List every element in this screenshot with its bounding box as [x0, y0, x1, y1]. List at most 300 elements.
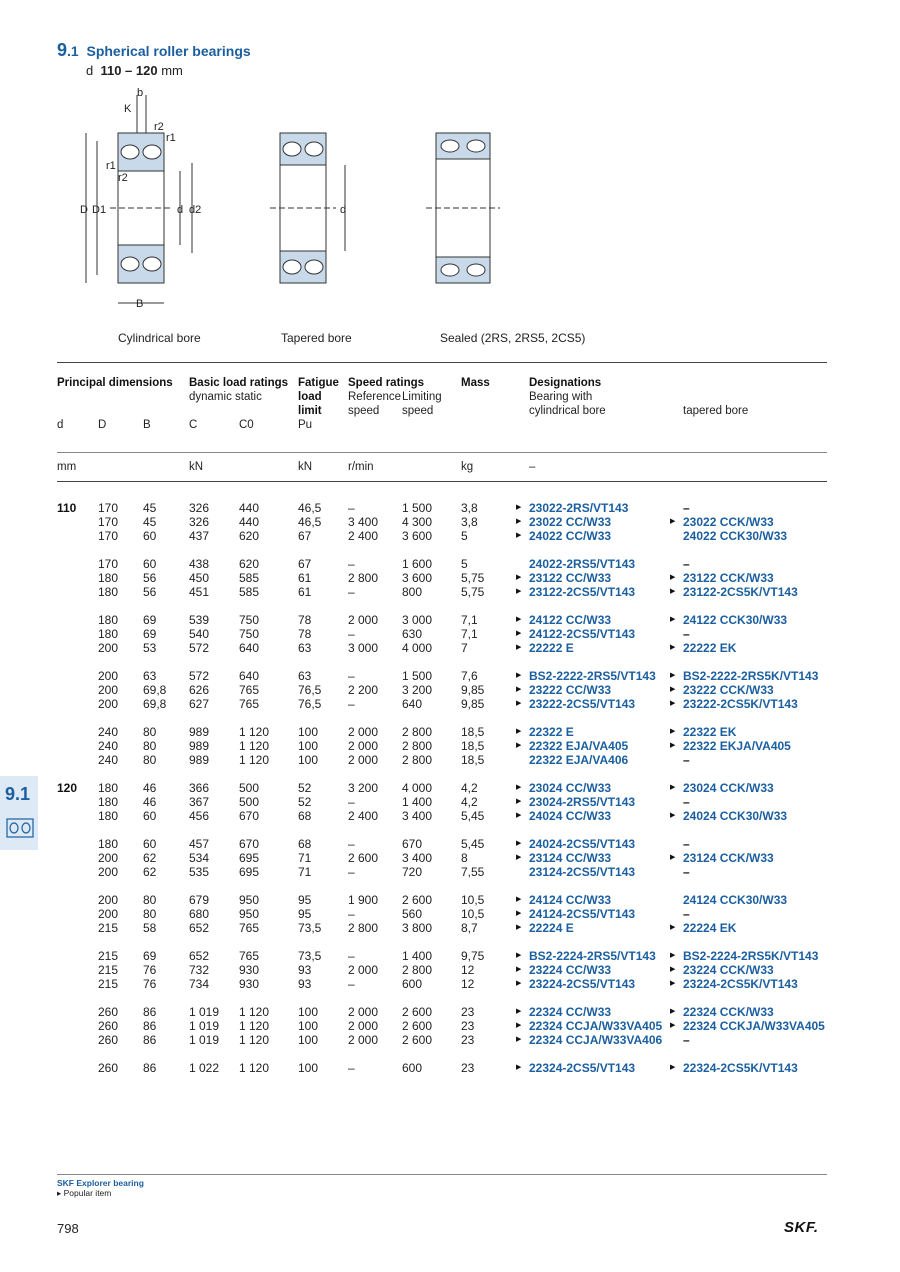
cell-C: 450: [189, 571, 210, 585]
cell-B: 60: [143, 557, 157, 571]
table-top-rule: [57, 362, 827, 363]
designation-cylindrical[interactable]: 22322 EJA/VA405: [529, 739, 629, 753]
popular-marker-icon: ▶: [670, 588, 676, 595]
designation-cylindrical[interactable]: 23224 CC/W33: [529, 963, 612, 977]
cell-Pu: 100: [298, 1005, 319, 1019]
unit-rmin: r/min: [348, 461, 374, 473]
designation-cylindrical[interactable]: 22322 EJA/VA406: [529, 753, 629, 767]
popular-marker-icon: ▶: [516, 952, 522, 959]
cell-ref: –: [348, 669, 355, 683]
designation-cylindrical[interactable]: 23122 CC/W33: [529, 571, 612, 585]
hdr-principal-dimensions: Principal dimensions: [57, 377, 173, 389]
hdr-basic-load-ratings: Basic load ratings dynamic static: [189, 377, 289, 403]
cell-C0: 670: [239, 809, 260, 823]
cell-D: 180: [98, 837, 119, 851]
cell-lim: 4 000: [402, 641, 433, 655]
cell-ref: 3 400: [348, 515, 379, 529]
cell-ref: –: [348, 977, 355, 991]
designation-cylindrical[interactable]: 22324 CCJA/W33VA405: [529, 1019, 663, 1033]
popular-marker-icon: ▶: [670, 518, 676, 525]
cell-lim: 3 800: [402, 921, 433, 935]
popular-marker-icon: ▶: [516, 924, 522, 931]
cell-ref: –: [348, 949, 355, 963]
designation-cylindrical[interactable]: 24124 CC/W33: [529, 893, 612, 907]
cell-B: 46: [143, 781, 157, 795]
cell-ref: –: [348, 907, 355, 921]
cell-d: 110: [57, 501, 77, 515]
cell-lim: 2 800: [402, 753, 433, 767]
designation-cylindrical[interactable]: 23024-2RS5/VT143: [529, 795, 636, 809]
designation-cylindrical[interactable]: 24022-2RS5/VT143: [529, 557, 636, 571]
designation-tapered: –: [683, 1033, 690, 1047]
cell-C: 540: [189, 627, 210, 641]
cell-C: 627: [189, 697, 210, 711]
label-B: B: [136, 298, 144, 310]
cell-lim: 600: [402, 1061, 423, 1075]
cell-B: 80: [143, 907, 157, 921]
designation-tapered[interactable]: 22222 EK: [683, 641, 737, 655]
unit-mm: mm: [57, 461, 77, 473]
designation-cylindrical[interactable]: 23222 CC/W33: [529, 683, 612, 697]
designation-tapered[interactable]: 22322 EK: [683, 725, 737, 739]
cell-B: 60: [143, 837, 157, 851]
popular-marker-icon: ▶: [670, 952, 676, 959]
cell-Pu: 93: [298, 963, 312, 977]
cell-ref: –: [348, 865, 355, 879]
popular-marker-icon: ▶: [670, 700, 676, 707]
cell-lim: 3 600: [402, 571, 433, 585]
cell-ref: 2 000: [348, 1019, 379, 1033]
cell-ref: 2 200: [348, 683, 379, 697]
popular-marker-icon: ▶: [516, 686, 522, 693]
cell-C: 626: [189, 683, 210, 697]
designation-tapered[interactable]: 23024 CCK/W33: [683, 781, 774, 795]
cell-C: 1 022: [189, 1061, 220, 1075]
popular-marker-icon: ▶: [516, 980, 522, 987]
cell-C: 451: [189, 585, 210, 599]
cell-ref: 2 600: [348, 851, 379, 865]
hdr-mass: Mass: [461, 377, 490, 389]
cell-mass: 23: [461, 1019, 475, 1033]
label-K: K: [124, 103, 132, 115]
cell-C0: 1 120: [239, 1061, 270, 1075]
caption-tapered: Tapered bore: [281, 331, 352, 345]
cell-B: 56: [143, 571, 157, 585]
sym-D: D: [98, 419, 107, 431]
label-r2-top: r2: [154, 121, 164, 133]
table-body-rule: [57, 481, 827, 482]
label-D1: D1: [92, 204, 107, 216]
cell-B: 53: [143, 641, 157, 655]
cell-B: 80: [143, 893, 157, 907]
cell-C0: 1 120: [239, 725, 270, 739]
cell-D: 180: [98, 781, 119, 795]
cell-C: 732: [189, 963, 210, 977]
cell-B: 80: [143, 725, 157, 739]
cell-C: 1 019: [189, 1019, 220, 1033]
designation-cylindrical[interactable]: 23024 CC/W33: [529, 781, 612, 795]
designation-cylindrical[interactable]: 23122-2CS5/VT143: [529, 585, 636, 599]
footer-explorer-note: SKF Explorer bearing: [57, 1178, 144, 1188]
designation-tapered[interactable]: 23224-2CS5K/VT143: [683, 977, 798, 991]
designation-tapered[interactable]: 23122-2CS5K/VT143: [683, 585, 798, 599]
popular-marker-icon: ▶: [516, 854, 522, 861]
cell-C: 456: [189, 809, 210, 823]
cell-ref: –: [348, 1061, 355, 1075]
cell-C0: 765: [239, 921, 260, 935]
cell-B: 80: [143, 753, 157, 767]
popular-marker-icon: ▶: [516, 588, 522, 595]
cell-D: 260: [98, 1019, 119, 1033]
hdr-designations: Designations Bearing with cylindrical bore: [529, 377, 606, 417]
designation-cylindrical[interactable]: 22222 E: [529, 641, 574, 655]
unit-kN: kN: [189, 461, 204, 473]
cell-B: 76: [143, 977, 157, 991]
cell-C0: 695: [239, 865, 260, 879]
cell-B: 86: [143, 1061, 157, 1075]
cell-D: 180: [98, 613, 119, 627]
cell-lim: 2 600: [402, 893, 433, 907]
cell-d: 120: [57, 781, 78, 795]
cell-mass: 18,5: [461, 753, 485, 767]
cell-C0: 930: [239, 977, 260, 991]
popular-marker-icon: ▶: [516, 672, 522, 679]
cell-C0: 765: [239, 949, 260, 963]
cell-B: 86: [143, 1005, 157, 1019]
page-title: [57, 40, 251, 61]
cell-D: 180: [98, 627, 119, 641]
cell-mass: 5: [461, 529, 468, 543]
designation-tapered: –: [683, 795, 690, 809]
designation-tapered[interactable]: 22324 CCKJA/W33VA405: [683, 1019, 825, 1033]
designation-cylindrical[interactable]: 23124 CC/W33: [529, 851, 612, 865]
cell-C: 652: [189, 921, 210, 935]
cell-D: 215: [98, 949, 119, 963]
cell-C: 572: [189, 641, 210, 655]
popular-marker-icon: ▶: [516, 1008, 522, 1015]
section-sub: .1: [67, 43, 79, 59]
cell-Pu: 76,5: [298, 697, 322, 711]
designation-cylindrical[interactable]: 22324 CC/W33: [529, 1005, 612, 1019]
cell-mass: 12: [461, 977, 475, 991]
cell-ref: 2 400: [348, 529, 379, 543]
designation-tapered[interactable]: 22224 EK: [683, 921, 737, 935]
designation-tapered: –: [683, 501, 690, 515]
cell-mass: 23: [461, 1005, 475, 1019]
cell-ref: 3 000: [348, 641, 379, 655]
cell-C0: 1 120: [239, 753, 270, 767]
dimension-range: [86, 63, 183, 78]
designation-cylindrical[interactable]: 23222-2CS5/VT143: [529, 697, 636, 711]
cell-mass: 9,85: [461, 683, 485, 697]
side-tab-label: 9.1: [5, 784, 31, 804]
caption-sealed: Sealed (2RS, 2RS5, 2CS5): [440, 331, 586, 345]
cell-C: 535: [189, 865, 210, 879]
cell-mass: 23: [461, 1061, 475, 1075]
cell-D: 260: [98, 1033, 119, 1047]
designation-cylindrical[interactable]: 23224-2CS5/VT143: [529, 977, 636, 991]
cell-B: 58: [143, 921, 157, 935]
cell-mass: 5,45: [461, 837, 485, 851]
cell-B: 69: [143, 613, 157, 627]
cell-C0: 585: [239, 571, 260, 585]
cell-C0: 620: [239, 529, 260, 543]
cell-C: 326: [189, 501, 210, 515]
designation-cylindrical[interactable]: 22322 E: [529, 725, 574, 739]
designation-tapered[interactable]: 22324 CCK/W33: [683, 1005, 774, 1019]
cell-mass: 7: [461, 641, 468, 655]
cell-mass: 4,2: [461, 781, 478, 795]
cell-D: 200: [98, 865, 119, 879]
cell-C: 989: [189, 739, 210, 753]
cell-B: 56: [143, 585, 157, 599]
label-d2: d2: [189, 204, 202, 216]
cell-mass: 7,6: [461, 669, 478, 683]
cell-B: 69: [143, 627, 157, 641]
designation-tapered[interactable]: 23222-2CS5K/VT143: [683, 697, 798, 711]
cell-B: 63: [143, 669, 157, 683]
cell-Pu: 71: [298, 865, 312, 879]
section-number: 9: [57, 40, 68, 60]
designation-cylindrical[interactable]: BS2-2222-2RS5/VT143: [529, 669, 656, 683]
page-number: 798: [57, 1221, 79, 1236]
designation-cylindrical[interactable]: 22324-2CS5/VT143: [529, 1061, 636, 1075]
cell-mass: 3,8: [461, 515, 478, 529]
designation-tapered[interactable]: 22324-2CS5K/VT143: [683, 1061, 798, 1075]
label-d-tapered: d: [340, 204, 347, 216]
cell-C0: 1 120: [239, 1005, 270, 1019]
designation-cylindrical[interactable]: 24124-2CS5/VT143: [529, 907, 636, 921]
popular-marker-icon: ▶: [670, 1008, 676, 1015]
cell-mass: 5,75: [461, 571, 485, 585]
designation-tapered[interactable]: BS2-2222-2RS5K/VT143: [683, 669, 819, 683]
designation-tapered: –: [683, 907, 690, 921]
designation-tapered[interactable]: 22322 EKJA/VA405: [683, 739, 791, 753]
popular-marker-icon: ▶: [670, 686, 676, 693]
designation-cylindrical[interactable]: 24122 CC/W33: [529, 613, 612, 627]
cell-ref: –: [348, 585, 355, 599]
cell-B: 62: [143, 851, 157, 865]
sym-C: C: [189, 419, 198, 431]
cell-Pu: 100: [298, 1033, 319, 1047]
cell-C: 989: [189, 753, 210, 767]
cell-mass: 9,85: [461, 697, 485, 711]
cell-C: 679: [189, 893, 210, 907]
designation-tapered[interactable]: 23122 CCK/W33: [683, 571, 774, 585]
cell-C0: 670: [239, 837, 260, 851]
cell-C0: 640: [239, 641, 260, 655]
cell-D: 260: [98, 1005, 119, 1019]
popular-marker-icon: ▶: [516, 966, 522, 973]
cell-C0: 750: [239, 627, 260, 641]
drawing-tapered-bore: [270, 133, 345, 283]
cell-Pu: 67: [298, 529, 312, 543]
designation-tapered: –: [683, 627, 690, 641]
designation-cylindrical[interactable]: 23022-2RS/VT143: [529, 501, 629, 515]
cell-D: 180: [98, 809, 119, 823]
caption-cylindrical: Cylindrical bore: [118, 331, 201, 345]
cell-lim: 1 400: [402, 949, 433, 963]
cell-Pu: 100: [298, 739, 319, 753]
cell-C0: 765: [239, 683, 260, 697]
cell-C: 534: [189, 851, 210, 865]
hdr-fatigue-load-limit: Fatigue load limit: [298, 377, 339, 417]
cell-lim: 2 800: [402, 963, 433, 977]
cell-D: 170: [98, 515, 119, 529]
designation-cylindrical[interactable]: 23124-2CS5/VT143: [529, 865, 636, 879]
cell-C: 539: [189, 613, 210, 627]
cell-ref: 2 800: [348, 571, 379, 585]
cell-D: 170: [98, 529, 119, 543]
cell-C0: 1 120: [239, 739, 270, 753]
designation-cylindrical[interactable]: 23022 CC/W33: [529, 515, 612, 529]
cell-C: 457: [189, 837, 210, 851]
cell-B: 86: [143, 1033, 157, 1047]
skf-logo: SKF.: [784, 1219, 819, 1236]
cell-lim: 3 400: [402, 809, 433, 823]
cell-B: 69,8: [143, 697, 167, 711]
designation-tapered[interactable]: 23124 CCK/W33: [683, 851, 774, 865]
popular-marker-icon: ▶: [670, 784, 676, 791]
designation-cylindrical[interactable]: 24122-2CS5/VT143: [529, 627, 636, 641]
designation-tapered[interactable]: 23222 CCK/W33: [683, 683, 774, 697]
cell-mass: 8: [461, 851, 468, 865]
dim-unit: mm: [161, 63, 183, 78]
cell-C: 989: [189, 725, 210, 739]
cell-Pu: 100: [298, 753, 319, 767]
designation-tapered[interactable]: 23022 CCK/W33: [683, 515, 774, 529]
designation-tapered[interactable]: 24122 CCK30/W33: [683, 613, 788, 627]
cell-ref: 1 900: [348, 893, 379, 907]
popular-marker-icon: ▶: [516, 1036, 522, 1043]
cell-D: 215: [98, 921, 119, 935]
cell-Pu: 46,5: [298, 501, 322, 515]
cell-lim: 1 500: [402, 501, 433, 515]
cell-lim: 3 600: [402, 529, 433, 543]
table-header-rule: [57, 452, 827, 453]
cell-C: 366: [189, 781, 210, 795]
cell-C0: 640: [239, 669, 260, 683]
designation-tapered[interactable]: 24022 CCK30/W33: [683, 529, 788, 543]
cell-ref: –: [348, 557, 355, 571]
popular-marker-icon: ▶: [670, 1064, 676, 1071]
popular-marker-icon: ▶: [670, 644, 676, 651]
cell-ref: –: [348, 795, 355, 809]
cell-mass: 9,75: [461, 949, 485, 963]
cell-Pu: 73,5: [298, 921, 322, 935]
popular-marker-icon: ▶: [516, 504, 522, 511]
cell-Pu: 95: [298, 907, 312, 921]
cell-D: 240: [98, 753, 119, 767]
cell-C0: 950: [239, 893, 260, 907]
drawing-sealed: [426, 133, 500, 283]
cell-lim: 1 400: [402, 795, 433, 809]
cell-B: 69: [143, 949, 157, 963]
cell-D: 200: [98, 907, 119, 921]
cell-ref: –: [348, 501, 355, 515]
cell-B: 60: [143, 529, 157, 543]
section-title: Spherical roller bearings: [86, 43, 251, 59]
designation-cylindrical[interactable]: 24024 CC/W33: [529, 809, 612, 823]
cell-Pu: 52: [298, 795, 312, 809]
designation-tapered: –: [683, 557, 690, 571]
cell-Pu: 67: [298, 557, 312, 571]
designation-tapered[interactable]: 23224 CCK/W33: [683, 963, 774, 977]
cell-Pu: 100: [298, 1019, 319, 1033]
popular-marker-icon: ▶: [516, 532, 522, 539]
cell-D: 215: [98, 963, 119, 977]
cell-C0: 500: [239, 795, 260, 809]
hdr-tapered-bore: tapered bore: [683, 405, 749, 417]
cell-Pu: 52: [298, 781, 312, 795]
cell-D: 200: [98, 641, 119, 655]
cell-ref: 2 000: [348, 753, 379, 767]
popular-marker-icon: ▶: [516, 798, 522, 805]
cell-lim: 670: [402, 837, 423, 851]
designation-tapered[interactable]: 24124 CCK30/W33: [683, 893, 788, 907]
cell-B: 62: [143, 865, 157, 879]
cell-D: 200: [98, 893, 119, 907]
cell-mass: 5,45: [461, 809, 485, 823]
popular-marker-icon: ▶: [516, 812, 522, 819]
cell-C: 572: [189, 669, 210, 683]
cell-C: 326: [189, 515, 210, 529]
designation-cylindrical[interactable]: 24024-2CS5/VT143: [529, 837, 636, 851]
designation-tapered[interactable]: 24024 CCK30/W33: [683, 809, 788, 823]
designation-cylindrical[interactable]: 22324 CCJA/W33VA406: [529, 1033, 663, 1047]
cell-ref: 2 800: [348, 921, 379, 935]
popular-marker-icon: ▶: [670, 574, 676, 581]
cell-Pu: 78: [298, 613, 312, 627]
unit-kN-fatigue: kN: [298, 461, 313, 473]
popular-marker-icon: ▶: [516, 896, 522, 903]
cell-lim: 3 200: [402, 683, 433, 697]
cell-lim: 1 600: [402, 557, 433, 571]
sym-B: B: [143, 419, 151, 431]
popular-marker-icon: ▶: [516, 644, 522, 651]
popular-marker-icon: ▶: [516, 1022, 522, 1029]
popular-marker-icon: ▶: [516, 742, 522, 749]
cell-ref: 2 000: [348, 725, 379, 739]
cell-D: 240: [98, 725, 119, 739]
cell-mass: 10,5: [461, 907, 485, 921]
cell-ref: –: [348, 837, 355, 851]
designation-cylindrical[interactable]: 22224 E: [529, 921, 574, 935]
cell-ref: 3 200: [348, 781, 379, 795]
designation-cylindrical[interactable]: 24022 CC/W33: [529, 529, 612, 543]
popular-marker-icon: ▶: [516, 728, 522, 735]
cell-lim: 3 000: [402, 613, 433, 627]
cell-D: 180: [98, 795, 119, 809]
cell-D: 170: [98, 557, 119, 571]
designation-tapered[interactable]: BS2-2224-2RS5K/VT143: [683, 949, 819, 963]
bearing-icon: [6, 818, 34, 838]
popular-marker-icon: ▶: [516, 574, 522, 581]
dim-range-value: 110 – 120: [100, 63, 158, 78]
unit-kg: kg: [461, 461, 474, 473]
popular-marker-icon: ▶: [670, 728, 676, 735]
cell-B: 69,8: [143, 683, 167, 697]
label-r2-side: r2: [118, 172, 128, 184]
cell-Pu: 46,5: [298, 515, 322, 529]
designation-cylindrical[interactable]: BS2-2224-2RS5/VT143: [529, 949, 656, 963]
cell-mass: 3,8: [461, 501, 478, 515]
popular-marker-icon: ▶: [670, 742, 676, 749]
cell-mass: 12: [461, 963, 475, 977]
cell-Pu: 63: [298, 669, 312, 683]
cell-D: 260: [98, 1061, 119, 1075]
cell-C0: 500: [239, 781, 260, 795]
